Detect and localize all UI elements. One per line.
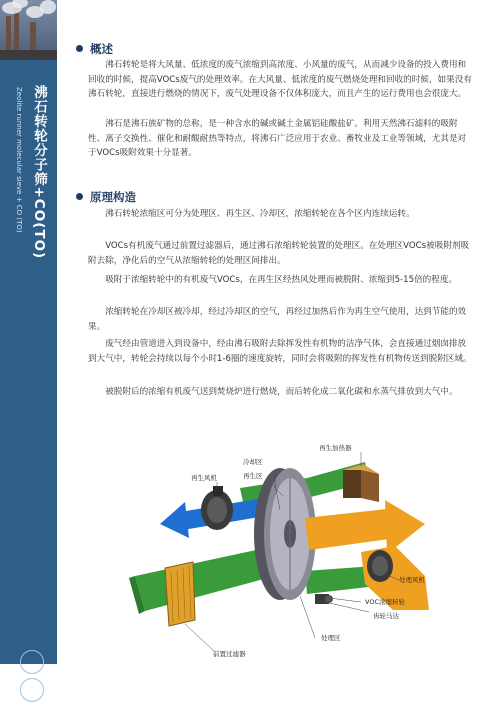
label-pre-filter: 前置过滤器 xyxy=(213,650,246,658)
sidebar xyxy=(0,0,57,664)
principle-paragraph-5: 废气经由管道进入到设备中，经由沸石吸附去除挥发性有机物的洁净气体，会直接通过烟囱排放到大气中，转轮会持续以每个小时1-6圈的速度旋转，同时会将吸附的挥发性有机物传送到脱附区域。 xyxy=(88,339,472,364)
overview-heading xyxy=(76,41,113,57)
label-voc-rotor: VOC浓缩转轮 xyxy=(365,598,405,606)
pre-filter-icon xyxy=(165,562,195,626)
principle-paragraph-4: 浓缩转轮在冷却区被冷却，经过冷却区的空气，再经过加热后作为再生空气使用，达到节能的效果。 xyxy=(88,307,467,332)
overview-paragraph-2: 沸石是沸石族矿物的总称，是一种含水的碱或碱土金属铝硅酸盐矿。利用天然沸石滤料的吸附性、离子交换性、催化和耐酸耐热等特点，将沸石广泛应用于农业、畜牧业及工业等领域，尤其是对于VOCs吸附效果十分显著。 xyxy=(88,119,467,159)
principle-paragraph-1: 沸石转轮浓缩区可分为处理区、再生区、冷却区，浓缩转轮在各个区内连续运转。 xyxy=(105,209,415,219)
label-process-zone: 处理区 xyxy=(321,634,341,642)
label-regen-fan: 再生风机 xyxy=(191,474,217,482)
inlet-green-arrow xyxy=(135,546,275,611)
principle-title: 原理构造 xyxy=(90,190,136,204)
bullet-icon xyxy=(76,193,83,200)
voc-rotor-icon xyxy=(254,468,316,600)
factory-image xyxy=(0,0,57,60)
principle-paragraph-3: 吸附于浓缩转轮中的有机废气VOCs，在再生区经热风处理而被脱附、浓缩到5-15倍的程度。 xyxy=(105,275,458,285)
overview-paragraph-1: 沸石转轮是将大风量、低浓度的废气浓缩到高浓度、小风量的废气，从而减少设备的投入费用和回收的时候，提高VOCs废气的处理效率。在大风量、低浓度的废气燃烧处理和回收的时候，如果没有沸石转轮，直接进行燃烧的情况下，废气处理设备不仅体积庞大，而且产生的运行费用也会很庞大。 xyxy=(88,60,472,100)
rotor-diagram-svg xyxy=(125,426,480,664)
decorative-circles xyxy=(20,650,57,706)
label-gear-motor: 齿轮马达 xyxy=(373,612,399,620)
label-regen-zone: 再生区 xyxy=(243,472,263,480)
overview-title: 概述 xyxy=(90,42,113,56)
regen-fan-icon xyxy=(201,486,233,530)
label-cooling-zone: 冷却区 xyxy=(243,458,263,466)
bullet-icon xyxy=(76,45,83,52)
label-regen-heater: 再生加热器 xyxy=(319,444,352,452)
sidebar-title-cn: 沸石转轮分子筛+CO(TO) xyxy=(31,85,47,260)
sidebar-title xyxy=(0,85,57,315)
sidebar-title-en: Zeolite runner molecular sieve + CO (TO) xyxy=(15,87,23,233)
label-process-fan: 处理风机 xyxy=(399,576,425,584)
principle-heading xyxy=(76,189,136,205)
regen-heater-icon xyxy=(343,464,379,502)
rotor-diagram xyxy=(125,426,480,664)
exhaust-orange-arrow xyxy=(305,508,397,550)
principle-paragraph-6: 被脱附后的浓缩有机废气送到焚烧炉进行燃烧，而后转化成二氧化碳和水蒸气排放到大气中。 xyxy=(105,387,458,397)
gear-motor-icon xyxy=(315,594,333,604)
principle-paragraph-2: VOCs有机废气通过前置过滤器后，通过沸石浓缩转轮装置的处理区。在处理区VOCs被吸附剂吸附去除，净化后的空气从浓缩转轮的处理区间排出。 xyxy=(88,241,470,266)
